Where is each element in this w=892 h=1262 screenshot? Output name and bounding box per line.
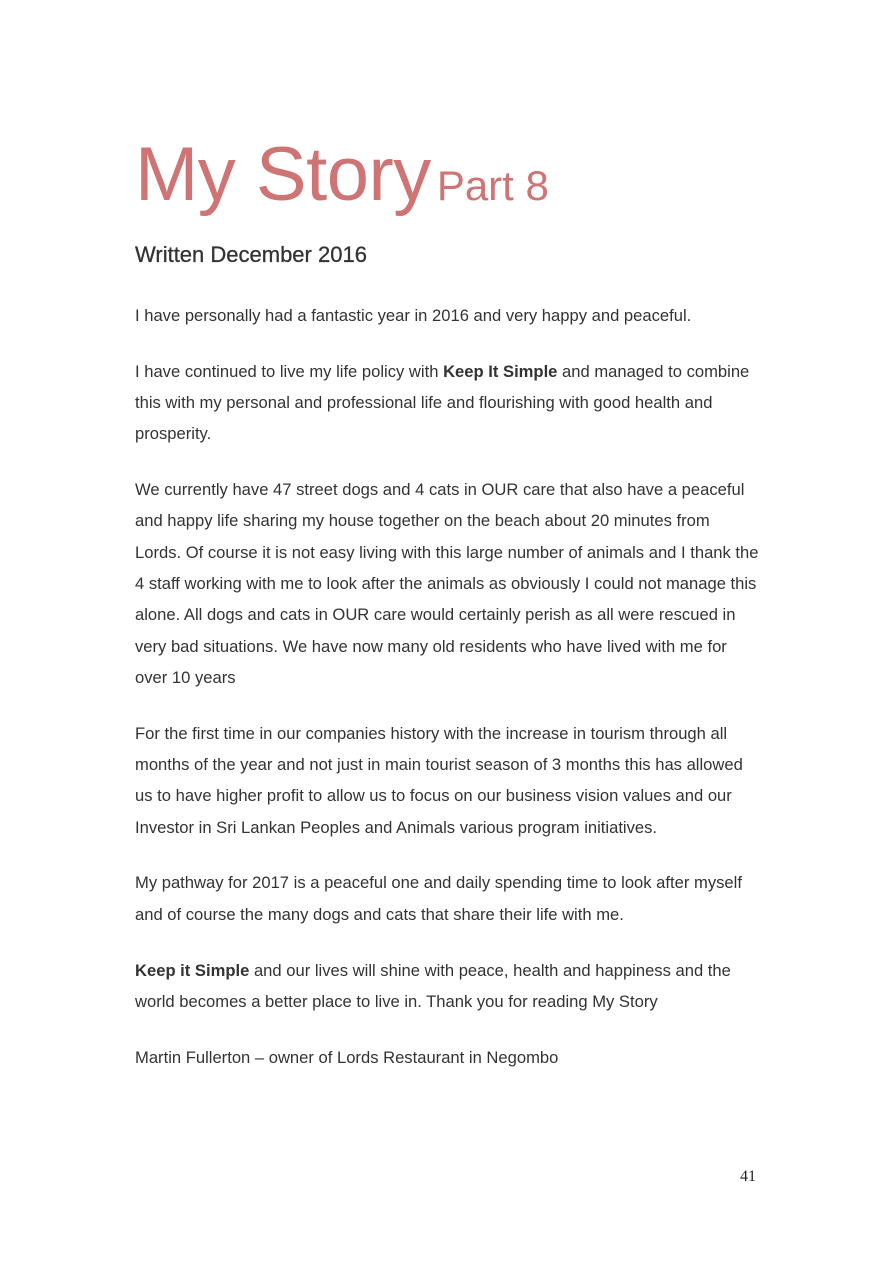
signature: Martin Fullerton – owner of Lords Restaurant in Negombo xyxy=(135,1047,559,1067)
subtitle-written-date: Written December 2016 xyxy=(135,242,367,267)
keep-it-simple-emphasis: Keep It Simple xyxy=(443,361,558,381)
paragraph-5: My pathway for 2017 is a peaceful one and daily spending time to look after myself and of course the many dogs and cats that share their life with me. xyxy=(135,873,742,924)
paragraph-2 xyxy=(135,356,760,450)
keep-it-simple-emphasis-2: Keep it Simple xyxy=(135,960,250,980)
paragraph-2-rest: and managed to combine this with my personal and professional life and flourishing with good health and prosperity. xyxy=(135,361,750,444)
paragraph-6-rest: and our lives will shine with peace, health and happiness and the world becomes a better place to live in. Thank you for reading My Story xyxy=(135,960,731,1011)
paragraph-4: For the first time in our companies history with the increase in tourism through all months of the year and not just in main tourist season of 3 months this has allowed us to have higher profit to allow us to focus on our business vision values and our Investor in Sri Lankan Peoples and Animals various program initiatives. xyxy=(135,723,743,837)
story-body xyxy=(135,300,760,1097)
paragraph-1: I have personally had a fantastic year in 2016 and very happy and peaceful. xyxy=(135,306,692,325)
page-title xyxy=(135,130,549,231)
title-main: My Story xyxy=(135,132,431,217)
paragraph-6 xyxy=(135,955,760,1018)
paragraph-3: We currently have 47 street dogs and 4 cats in OUR care that also have a peaceful and happy life sharing my house together on the beach about 20 minutes from Lords. Of course it is not easy living with this large number of animals and I thank the 4 staff working with me to look after the animals as obviously I could not manage this alone. All dogs and cats in OUR care would certainly perish as all were rescued in very bad situations. We have now many old residents who have lived with me for over 10 years xyxy=(135,480,759,687)
title-part: Part 8 xyxy=(436,162,549,209)
page-number: 41 xyxy=(740,1168,756,1185)
paragraph-2-intro: I have continued to live my life policy with xyxy=(135,361,444,381)
